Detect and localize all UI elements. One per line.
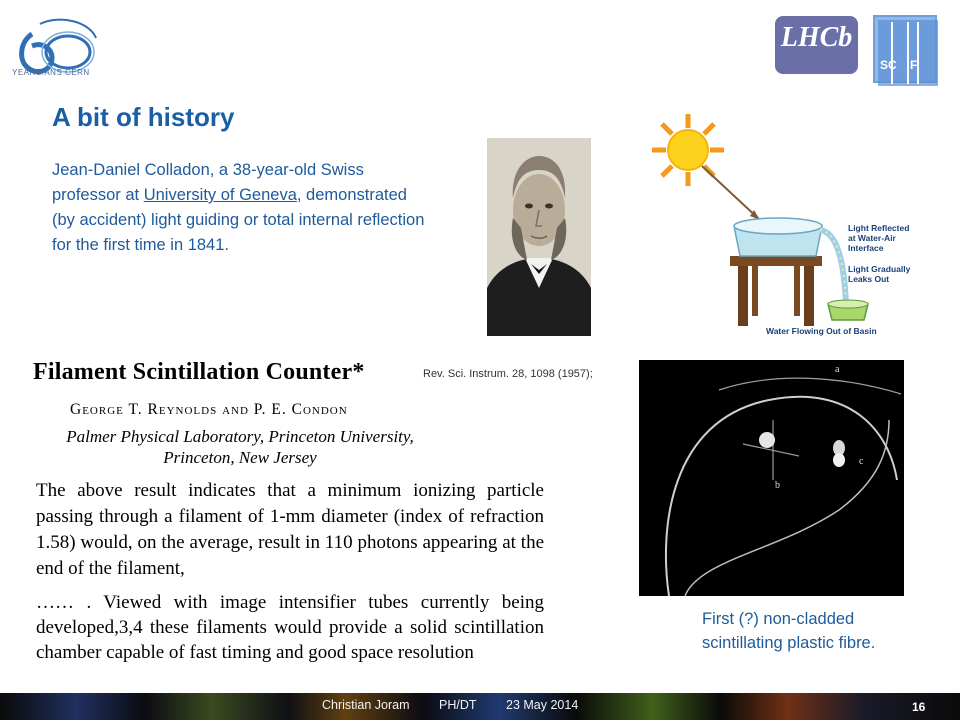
footer-date: 23 May 2014 [506,698,579,712]
paper-authors: George T. Reynolds and P. E. Condon [70,401,348,418]
photo-label-c: c [859,456,864,467]
footer-dept: PH/DT [439,698,477,712]
label-leaks-2: Leaks Out [848,274,890,284]
cern-60-logo [10,12,100,92]
photo-label-a: a [835,364,840,375]
scifi-letter-sc: SC [880,58,897,72]
paper-institution: Palmer Physical Laboratory, Princeton University, Princeton, New Jersey [66,427,414,467]
footer-text [322,698,604,712]
university-link[interactable]: University of Geneva [143,186,297,204]
label-reflected-3: Interface [848,243,884,253]
paper-title: Filament Scintillation Counter* [33,359,365,385]
slide-title: A bit of history [52,102,235,132]
label-leaks-1: Light Gradually [848,264,911,274]
intro-text-after: , demonstrated (by accident) light guiding or total internal reflection for the first time in 1841. [52,186,425,254]
intro-text-before: Jean-Daniel Colladon, a 38-year-old Swiss professor at [52,161,364,204]
lhcb-logo-text: LHCb [780,22,853,53]
label-water: Water Flowing Out of Basin [766,326,877,336]
label-reflected-1: Light Reflected [848,223,910,233]
paper-body-2: …… . Viewed with image intensifier tubes currently being developed,3,4 these filaments would provide a solid scintillation chamber capable of fast timing and good space resolution [36,592,544,663]
citation: Rev. Sci. Instrum. 28, 1098 (1957); [423,368,593,380]
label-reflected-2: at Water-Air [848,233,896,243]
light-guiding-diagram [640,108,940,340]
fibre-track-photo [639,360,904,596]
colladon-portrait [487,138,591,336]
footer-author: Christian Joram [322,698,410,712]
lhcb-logo [775,16,858,74]
paper-body-1: The above result indicates that a minimum ionizing particle passing through a filament of 1-mm diameter (index of refraction 1.58) would, on the average, result in 110 photons appearing at the end of the filament, [36,480,544,579]
slide-number: 16 [912,700,926,714]
logo-caption: YEARS/ANS CERN [12,68,90,77]
photo-label-b: b [775,480,780,491]
intro-paragraph [52,158,432,258]
fibre-caption: First (?) non-cladded scintillating plastic fibre. [702,610,876,652]
scifi-letter-f: F [910,58,918,72]
scifi-logo [872,14,944,90]
